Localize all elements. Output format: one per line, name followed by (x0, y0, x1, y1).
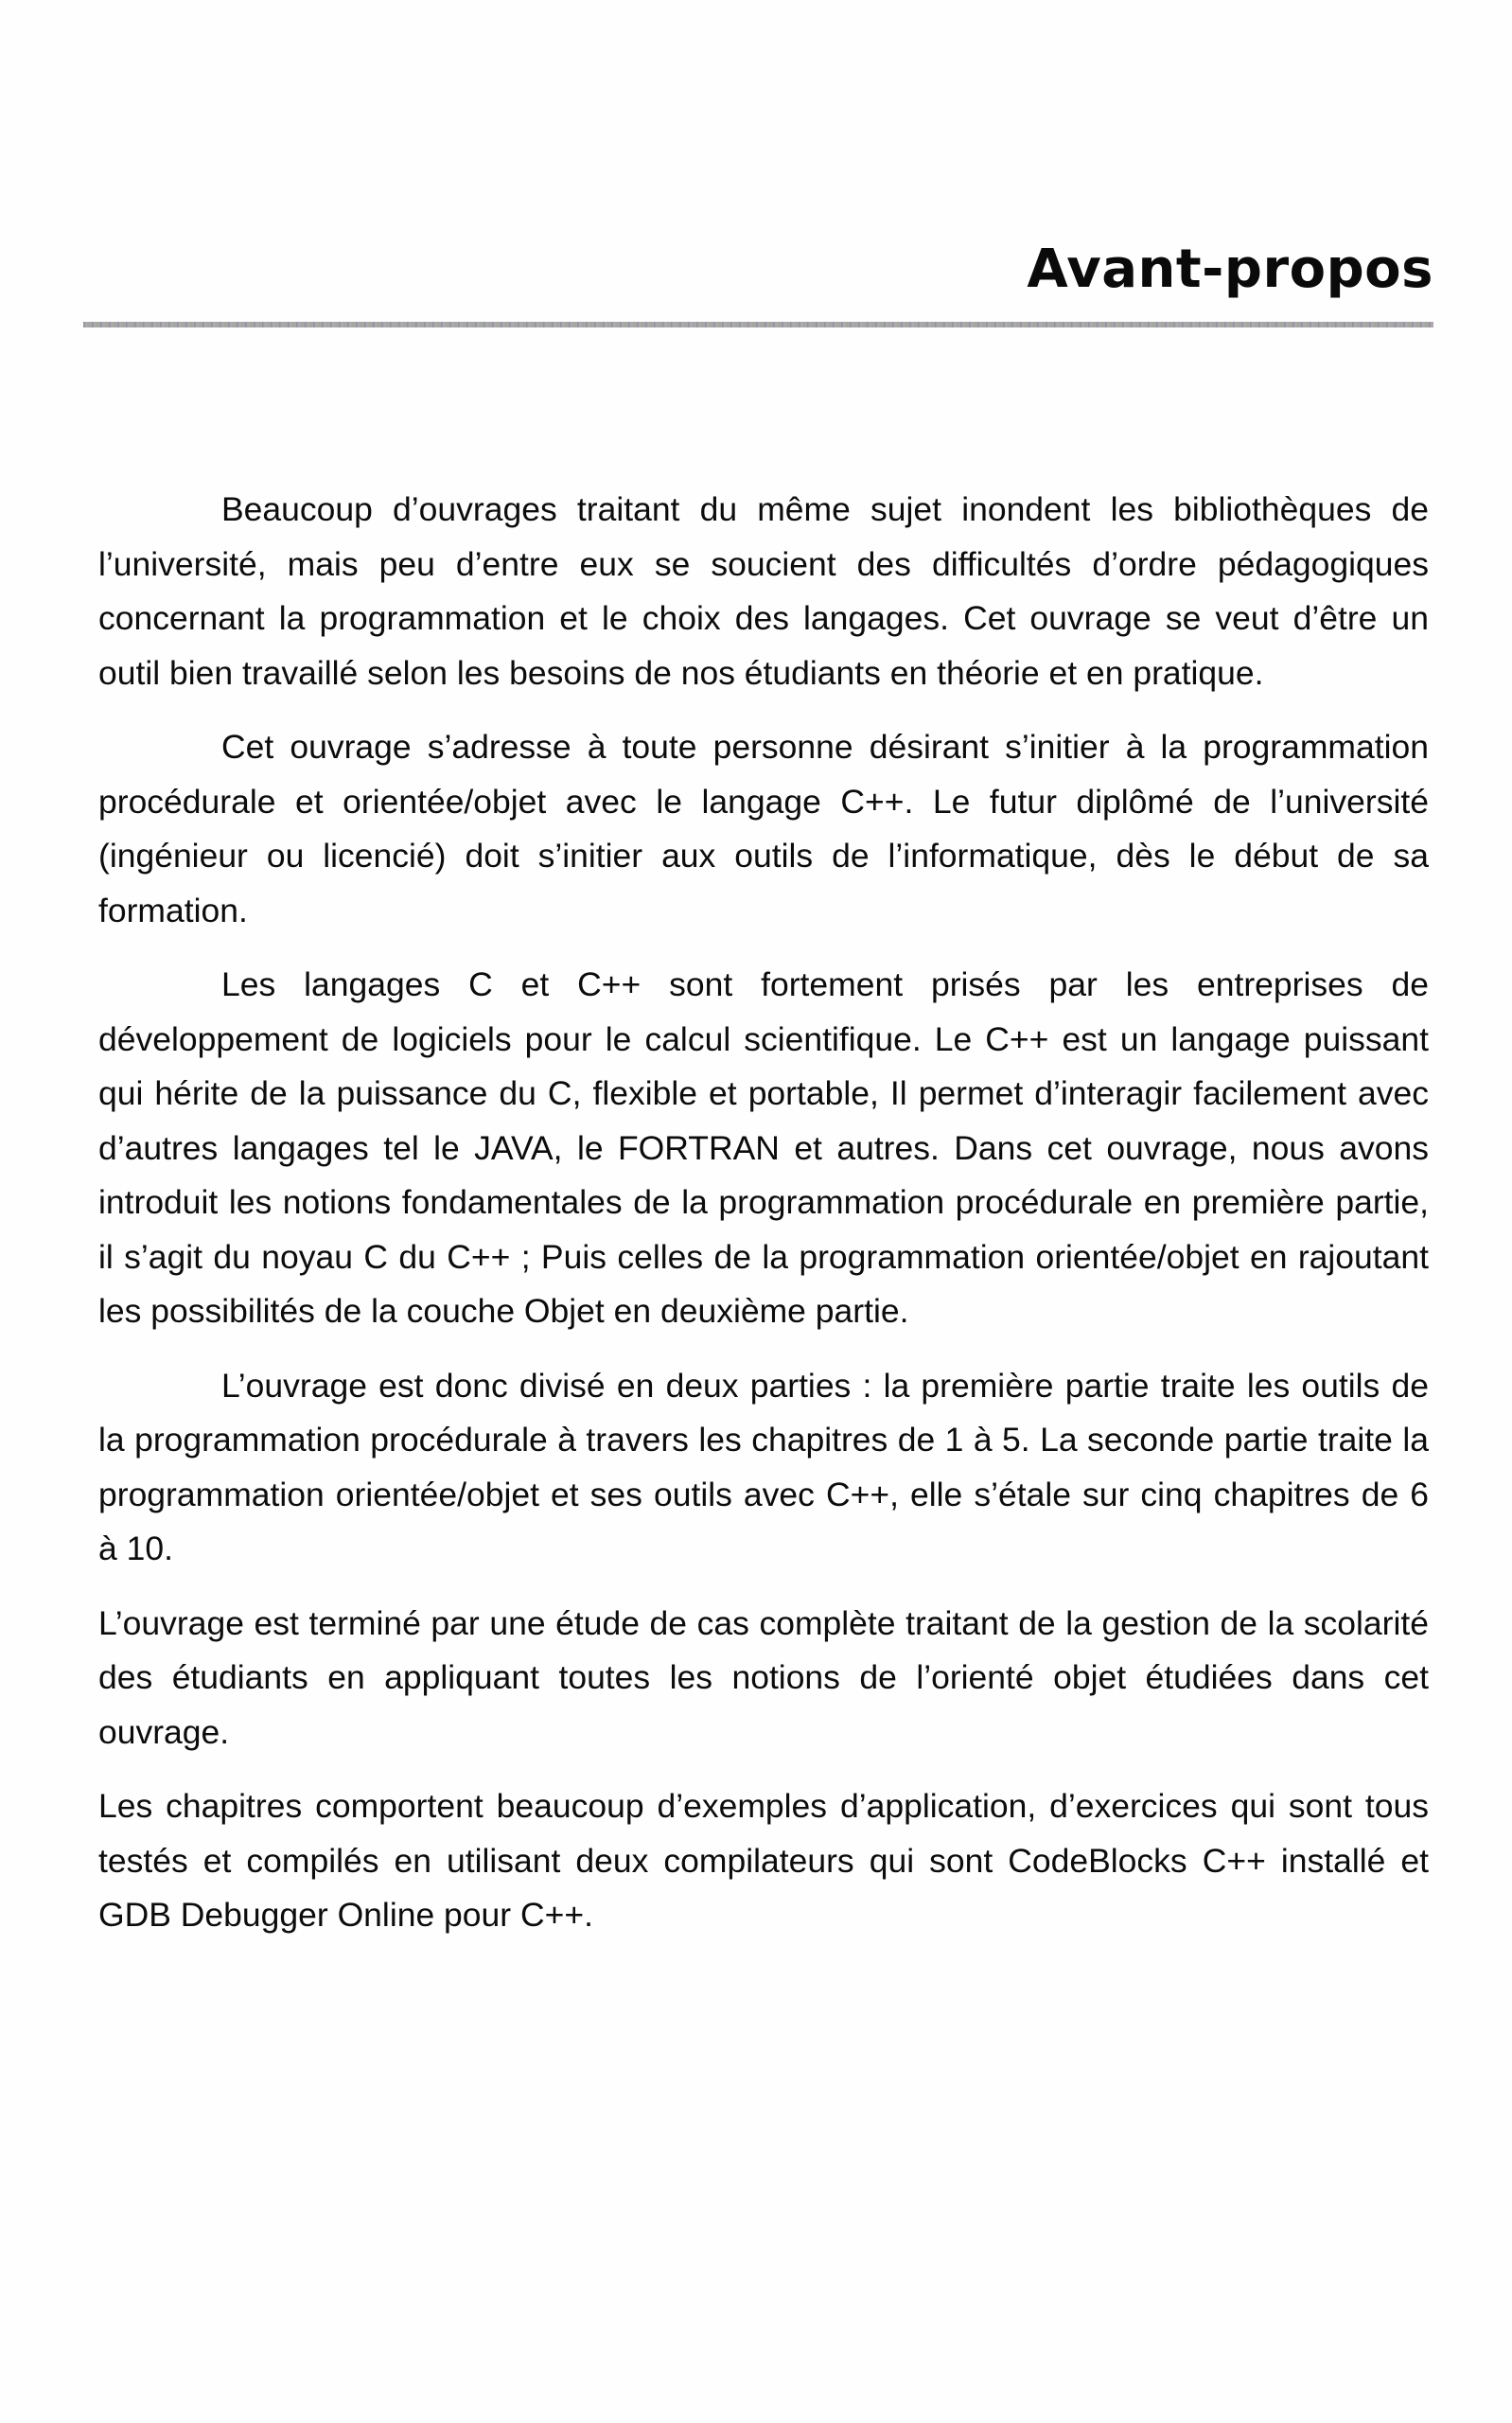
paragraph-languages: Les langages C et C++ sont fortement prisés par les entreprises de développement de logiciels pour le calcul scientifique. Le C++ est un langage puissant qui hérite de la puissance du C, flexible et portable, Il permet d’interagir facilement avec d’autres langages tel le JAVA, le FORTRAN et autres. Dans cet ouvrage, nous avons introduit les notions fondamentales de la programmation procédurale en première partie, il s’agit du noyau C du C++ ; Puis celles de la programmation orientée/objet en rajoutant les possibilités de la couche Objet en deuxième partie. (98, 965, 1429, 1330)
paragraph-exercises: Les chapitres comportent beaucoup d’exemples d’application, d’exercices qui sont tous testés et compilés en utilisant deux compilateurs qui sont CodeBlocks C++ installé et GDB Debugger Online pour C++. (98, 1787, 1429, 1934)
header-rule-divider (83, 322, 1433, 327)
paragraph-intro: Beaucoup d’ouvrages traitant du même sujet inondent les bibliothèques de l’université, mais peu d’entre eux se soucient des difficultés d’ordre pédagogiques concernant la programmation et le choix des langages. Cet ouvrage se veut d’être un outil bien travaillé selon les besoins de nos étudiants en théorie et en pratique. (98, 490, 1429, 692)
paragraph-audience: Cet ouvrage s’adresse à toute personne désirant s’initier à la programmation procédurale et orientée/objet avec le langage C++. Le futur diplômé de l’université (ingénieur ou licencié) doit s’initier aux outils de l’informatique, dès le début de sa formation. (98, 728, 1429, 929)
page-header (83, 237, 1433, 331)
paragraph-structure: L’ouvrage est donc divisé en deux parties : la première partie traite les outils de la programmation procédurale à travers les chapitres de 1 à 5. La seconde partie traite la programmation orientée/objet et ses outils avec C++, elle s’étale sur cinq chapitres de 6 à 10. (98, 1366, 1429, 1567)
paragraph-case-study: L’ouvrage est terminé par une étude de cas complète traitant de la gestion de la scolarité des étudiants en appliquant toutes les notions de l’orienté objet étudiées dans cet ouvrage. (98, 1603, 1429, 1751)
section-title: Avant-propos (1027, 239, 1433, 300)
body-text (98, 483, 1429, 1963)
